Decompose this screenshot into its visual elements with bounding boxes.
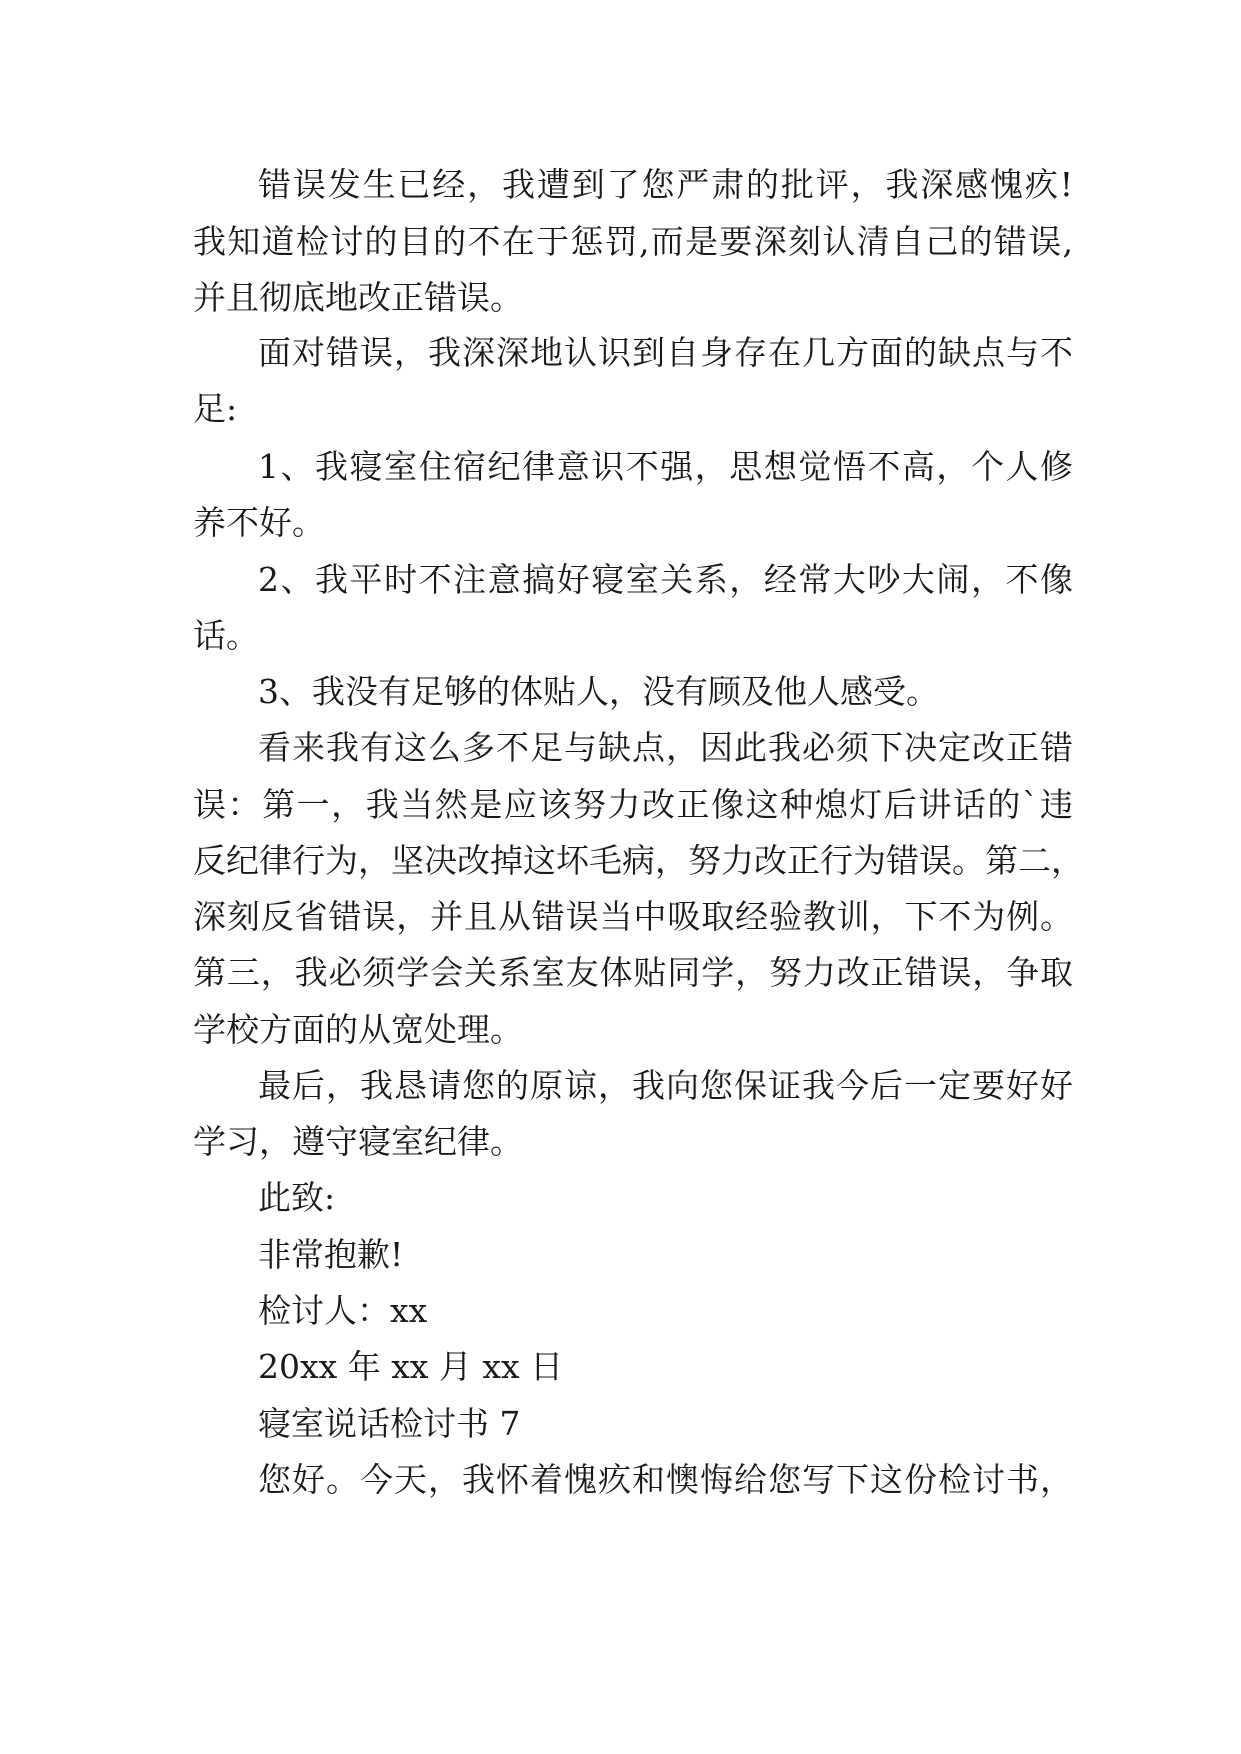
closing-apology: 非常抱歉! bbox=[258, 1235, 404, 1274]
body-line-9: 深刻反省错误，并且从错误当中吸取经验教训，下不为例。 bbox=[193, 897, 1073, 936]
list-item-2-line-2: 话。 bbox=[193, 616, 259, 655]
body-line-4: 面对错误，我深深地认识到自身存在几方面的缺点与不 bbox=[258, 333, 1073, 372]
section-title: 寝室说话检讨书 7 bbox=[258, 1404, 521, 1443]
list-item-1-line-1: 1、我寝室住宿纪律意识不强，思想觉悟不高，个人修 bbox=[258, 447, 1073, 486]
body-line-1: 错误发生已经，我遭到了您严肃的批评，我深感愧疚! bbox=[258, 165, 1073, 204]
body-line-8: 反纪律行为，坚决改掉这坏毛病，努力改正行为错误。第二， bbox=[193, 841, 1084, 880]
body-line-3: 并且彻底地改正错误。 bbox=[193, 278, 523, 317]
list-item-1-line-2: 养不好。 bbox=[193, 503, 325, 542]
body-line-11: 学校方面的从宽处理。 bbox=[193, 1010, 523, 1049]
list-item-3: 3、我没有足够的体贴人，没有顾及他人感受。 bbox=[258, 672, 939, 711]
signature-name: 检讨人：xx bbox=[258, 1291, 428, 1330]
list-item-2-line-1: 2、我平时不注意搞好寝室关系，经常大吵大闹，不像 bbox=[258, 560, 1073, 599]
body-line-5: 足: bbox=[193, 389, 238, 428]
signature-date: 20xx 年 xx 月 xx 日 bbox=[258, 1347, 564, 1386]
body-line-6: 看来我有这么多不足与缺点，因此我必须下决定改正错 bbox=[258, 728, 1073, 767]
body-line-10: 第三，我必须学会关系室友体贴同学，努力改正错误，争取 bbox=[193, 953, 1073, 992]
body-line-14: 您好。今天，我怀着愧疚和懊悔给您写下这份检讨书， bbox=[258, 1460, 1073, 1499]
body-line-2: 我知道检讨的目的不在于惩罚,而是要深刻认清自己的错误, bbox=[193, 222, 1073, 261]
body-line-13: 学习，遵守寝室纪律。 bbox=[193, 1122, 523, 1161]
closing-salutation: 此致: bbox=[258, 1178, 336, 1217]
body-line-7: 误：第一，我当然是应该努力改正像这种熄灯后讲话的`违 bbox=[193, 785, 1073, 824]
body-line-12: 最后，我恳请您的原谅，我向您保证我今后一定要好好 bbox=[258, 1066, 1073, 1105]
